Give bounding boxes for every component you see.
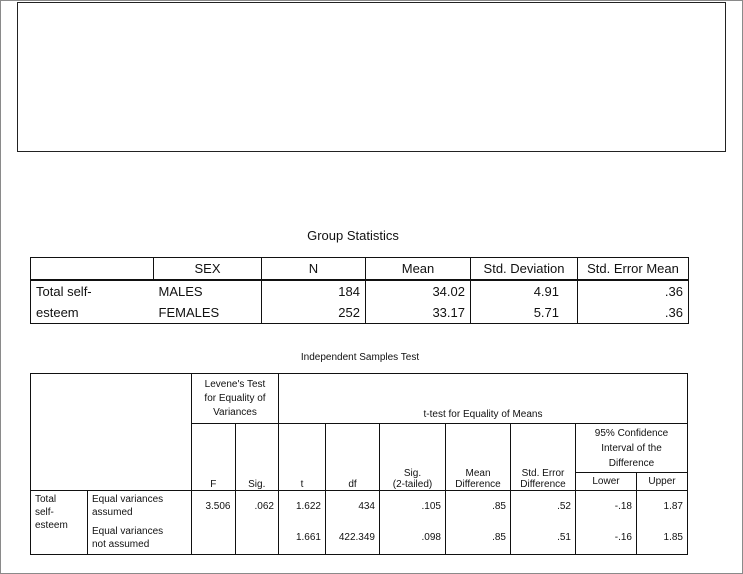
ci-header-block [576,424,688,491]
f-cell [192,522,236,555]
levene-header-line2: for Equality of [204,392,266,404]
header-blank [31,374,192,491]
variable-label-line2: esteem [31,302,154,324]
se-cell: .52 [511,491,576,522]
df-cell: 434 [326,491,380,522]
md-cell: .85 [446,491,511,522]
t-cell: 1.661 [279,522,326,555]
row-label [88,522,192,555]
sig2-cell: .105 [380,491,446,522]
df-cell: 422.349 [326,522,380,555]
row-label-line1: Equal variances [92,494,164,506]
ci-header-line2: Interval of the [601,443,662,454]
col-t: t [279,424,326,491]
sem-cell: .36 [578,280,689,302]
var-line3: esteem [35,520,68,531]
sig-cell [235,522,279,555]
header-std-error-mean: Std. Error Mean [578,258,689,281]
blank-panel [17,2,726,152]
f-cell: 3.506 [192,491,236,522]
sex-cell: MALES [154,280,262,302]
table-row [31,302,689,324]
sig-cell: .062 [235,491,279,522]
variable-label-line1: Total self- [31,280,154,302]
ci-subheaders [576,473,687,490]
upper-cell: 1.85 [637,522,688,555]
sd-cell: 5.71 [471,302,578,324]
levene-header-line3: Variances [213,406,257,418]
n-cell: 184 [262,280,366,302]
col-mean-difference [446,424,511,491]
row-label-line2: assumed [92,507,133,519]
col-md-line2: Difference [455,479,501,490]
table-header-row [31,374,688,424]
n-cell: 252 [262,302,366,324]
col-sig: Sig. [235,424,279,491]
col-sig-2-tailed [380,424,446,491]
sem-cell: .36 [578,302,689,324]
mean-cell: 33.17 [366,302,471,324]
group-statistics-title: Group Statistics [307,228,399,243]
row-label [88,491,192,522]
levene-header-line1: Levene's Test [204,378,266,390]
sex-cell: FEMALES [154,302,262,324]
table-row [31,522,688,555]
upper-cell: 1.87 [637,491,688,522]
var-label [31,491,88,555]
col-lower: Lower [576,473,637,490]
sd-cell: 4.91 [471,280,578,302]
independent-samples-title: Independent Samples Test [300,352,420,363]
ci-header-line1: 95% Confidence [594,428,669,439]
col-se-line2: Difference [520,479,566,490]
header-mean: Mean [366,258,471,281]
sig2-cell: .098 [380,522,446,555]
lower-cell: -.16 [576,522,637,555]
md-cell: .85 [446,522,511,555]
col-std-error-difference [511,424,576,491]
header-blank [31,258,154,281]
ci-header-line3: Difference [608,458,655,469]
lower-cell: -.18 [576,491,637,522]
col-md-line1: Mean [465,468,491,479]
ci-header [576,424,687,473]
var-line1: Total [35,494,57,505]
group-statistics-table [30,257,689,324]
header-sex: SEX [154,258,262,281]
row-label-line2: not assumed [92,538,150,550]
table-row [31,491,688,522]
header-n: N [262,258,366,281]
col-sig-2-line1: Sig. [403,468,422,479]
col-upper: Upper [648,476,676,487]
levene-header [192,374,279,424]
col-se-line1: Std. Error [521,468,565,479]
ttest-header: t-test for Equality of Means [279,374,688,424]
header-std-deviation: Std. Deviation [471,258,578,281]
col-df: df [326,424,380,491]
se-cell: .51 [511,522,576,555]
row-label-line1: Equal variances [92,525,164,537]
col-sig-2-line2: (2-tailed) [392,479,433,490]
independent-samples-table [30,373,688,555]
col-f: F [192,424,236,491]
table-row [31,280,689,302]
t-cell: 1.622 [279,491,326,522]
table-header-row [31,258,689,281]
var-line2: self- [35,507,54,518]
mean-cell: 34.02 [366,280,471,302]
